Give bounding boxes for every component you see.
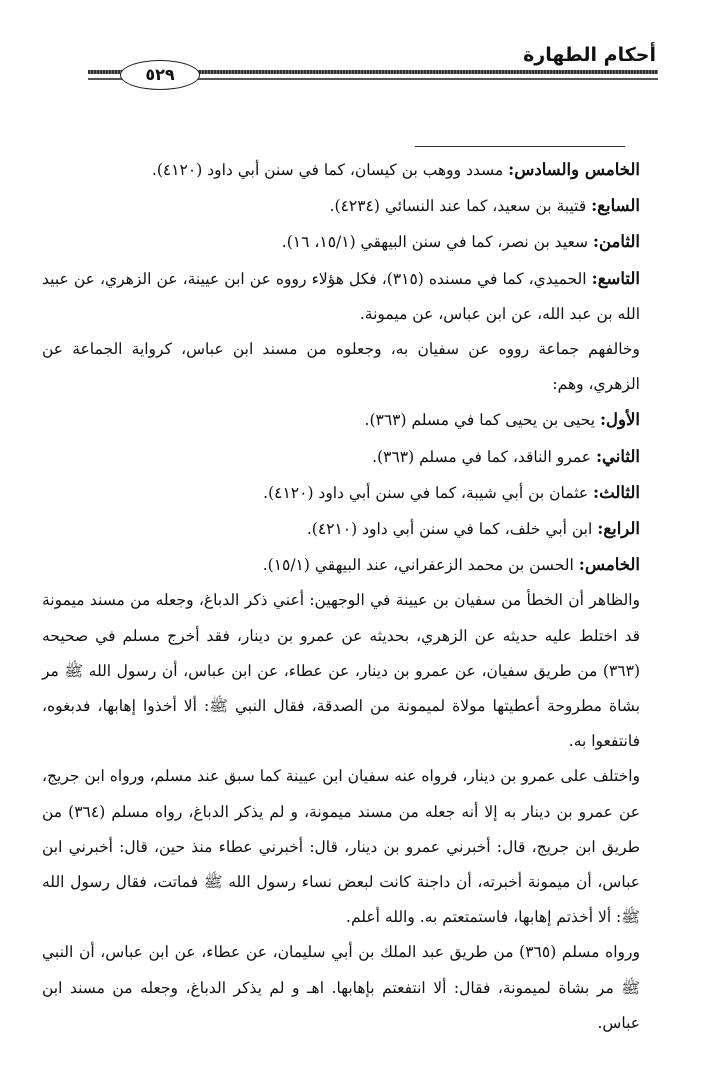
paragraph-text: وخالفهم جماعة رووه عن سفيان به، وجعلوه من مسند ابن عباس، كرواية الجماعة عن الزهري، وهم:: [42, 340, 640, 394]
paragraph: والظاهر أن الخطأ من سفيان بن عيينة في الوجهين: أعني ذكر الدباغ، وجعله من مسند ميمونة قد اختلط عليه حديثه عن الزهري، بحديثه عن عمرو بن دينار، فقد أخرج مسلم في صحيحه (٣٦٣) من طريق سفيان، عن عمرو بن دينار، عن عطاء، عن ابن عباس، أن رسول الله ﷺ مر بشاة مطروحة أعطيتها مولاة لميمونة من الصدقة، فقال النبي ﷺ: ألا أخذوا إهابها، فدبغوه، فانتفعوا به.: [42, 591, 640, 751]
paragraph: ورواه مسلم (٣٦٥) من طريق عبد الملك بن أبي سليمان، عن عطاء، عن ابن عباس، أن النبي ﷺ مر بشاة لميمونة، فقال: ألا انتفعتم بإهابها. اهـ و لم يذكر الدباغ، وجعله من مسند ابن عباس.: [42, 943, 640, 1032]
narrator-line: [42, 475, 662, 511]
page-number: ٥٢٩: [120, 60, 200, 90]
narrator-text: الحميدي، كما في مسنده (٣١٥)، فكل هؤلاء رووه عن ابن عيينة، عن الزهري، عن عبيد الله بن عبد الله، عن ابن عباس، عن ميمونة.: [42, 269, 640, 323]
narrator-label: السابع:: [591, 196, 640, 216]
narrator-text: قتيبة بن سعيد، كما عند النسائي (٤٢٣٤).: [329, 197, 592, 216]
narrator-text: الحسن بن محمد الزعفراني، عند البيهقي (١٥/١).: [262, 556, 579, 575]
running-header-title: أحكام الطهارة: [523, 44, 656, 66]
narrator-line: [42, 547, 662, 583]
narrator-text: يحيى بن يحيى كما في مسلم (٣٦٣).: [364, 411, 600, 430]
narrator-text: ابن أبي خلف، كما في سنن أبي داود (٤٢١٠).: [306, 520, 598, 539]
footnote-body: [42, 152, 662, 1041]
narrator-label: الأول:: [599, 410, 640, 430]
narrator-line: [42, 188, 662, 224]
paragraph: [42, 332, 662, 402]
paragraph: واختلف على عمرو بن دينار، فرواه عنه سفيان ابن عيينة كما سبق عند مسلم، ورواه ابن جريج، عن عمرو بن دينار به إلا أنه جعله من مسند ميمونة، و لم يذكر الدباغ، رواه مسلم (٣٦٤) من طريق ابن جريج، قال: أخبرني عمرو بن دينار، قال: أخبرني عطاء منذ حين، قال: أخبرني ابن عباس، أن ميمونة أخبرته، أن داجنة كانت لبعض نساء رسول الله ﷺ فماتت، فقال رسول الله ﷺ: ألا أخذتم إهابها، فاستمتعتم به. والله أعلم.: [42, 767, 641, 927]
narrator-label: الثالث:: [593, 482, 640, 502]
narrator-label: الثامن:: [592, 232, 640, 252]
narrator-label: الخامس والسادس:: [508, 160, 640, 179]
narrator-label: الخامس:: [578, 555, 640, 575]
narrator-line: [42, 511, 662, 547]
narrator-text: عمرو الناقد، كما في مسلم (٣٦٣).: [372, 447, 596, 466]
narrator-label: الرابع:: [597, 519, 640, 539]
narrator-line: [42, 152, 662, 188]
narrator-text: عثمان بن أبي شيبة، كما في سنن أبي داود (٤١٢٠).: [263, 483, 594, 502]
footnote-separator: [415, 146, 625, 147]
narrator-text: مسدد ووهب بن كيسان، كما في سنن أبي داود (٤١٢٠).: [151, 161, 509, 179]
narrator-text: سعيد بن نصر، كما في سنن البيهقي (١٥/١، ١٦).: [281, 233, 593, 252]
narrator-line: [42, 224, 662, 260]
narrator-label: التاسع:: [591, 268, 640, 288]
narrator-line: [42, 402, 662, 438]
narrator-label: الثاني:: [595, 446, 640, 466]
narrator-line: [42, 261, 662, 332]
narrator-line: [42, 439, 662, 475]
